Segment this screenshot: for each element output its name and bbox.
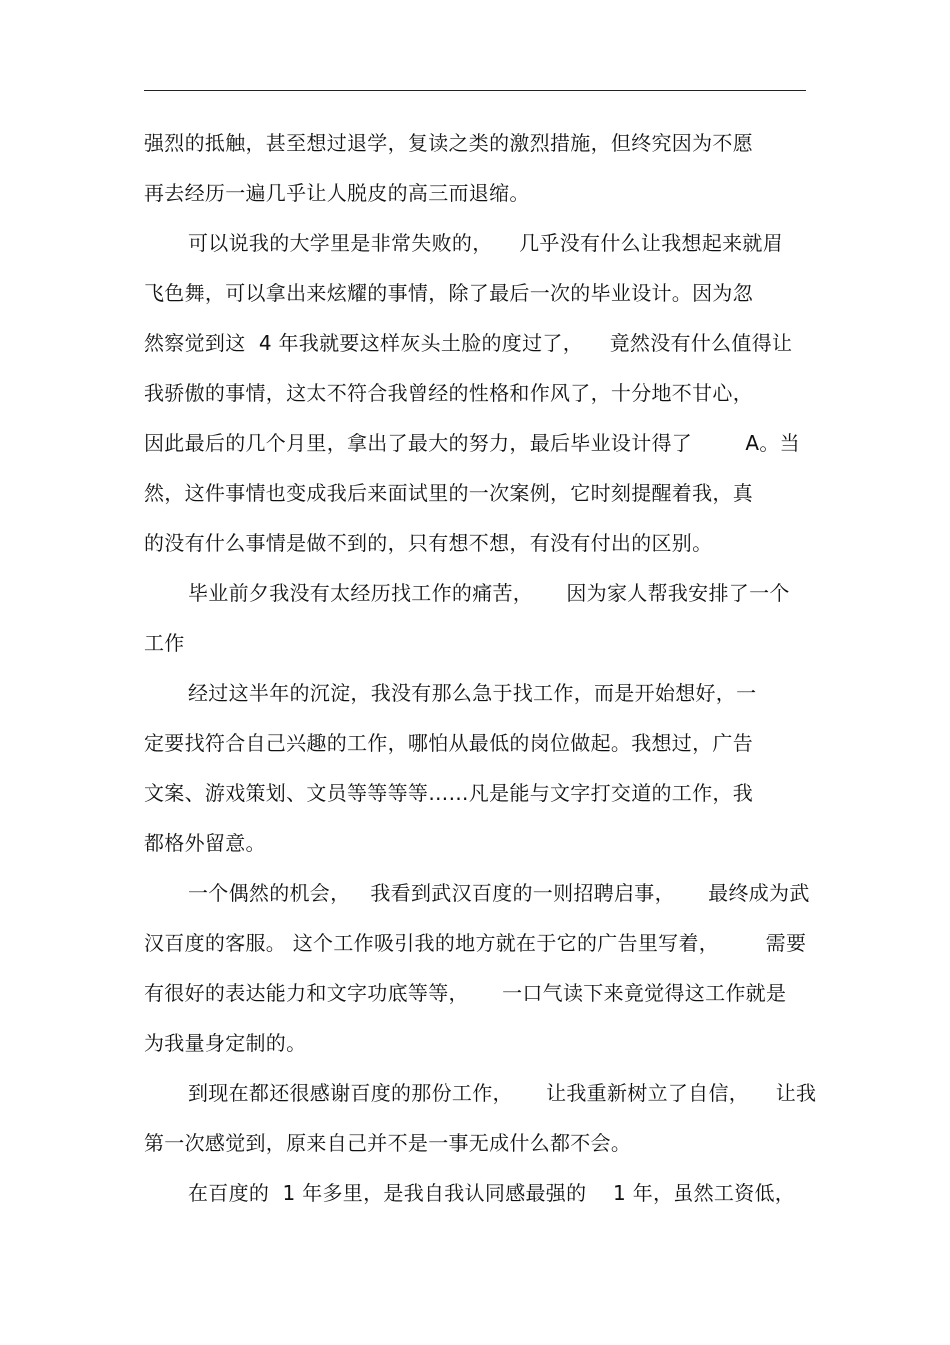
text-line: 文案、游戏策划、文员等等等等……凡是能与文字打交道的工作，我 [144, 781, 753, 805]
text-line: 第一次感觉到，原来自己并不是一事无成什么都不会。 [144, 1131, 632, 1155]
paragraph-first-line: 可以说我的大学里是非常失败的， 几乎没有什么让我想起来就眉 [188, 231, 784, 255]
paragraph-first-line: 经过这半年的沉淀，我没有那么急于找工作，而是开始想好，一 [188, 681, 757, 705]
paragraph-first-line: 一个偶然的机会， 我看到武汉百度的一则招聘启事， 最终成为武 [188, 881, 810, 905]
paragraph-first-line: 毕业前夕我没有太经历找工作的痛苦， 因为家人帮我安排了一个 [188, 581, 790, 605]
text-line: 然，这件事情也变成我后来面试里的一次案例，它时刻提醒着我，真 [144, 481, 753, 505]
text-line: 为我量身定制的。 [144, 1031, 307, 1055]
paragraph-first-line: 在百度的 1 年多里，是我自我认同感最强的 1 年，虽然工资低， [188, 1181, 796, 1205]
text-line: 再去经历一遍几乎让人脱皮的高三而退缩。 [144, 181, 530, 205]
text-line: 有很好的表达能力和文字功底等等， 一口气读下来竟觉得这工作就是 [144, 981, 787, 1005]
text-line: 汉百度的客服。 这个工作吸引我的地方就在于它的广告里写着， 需要 [144, 931, 807, 955]
text-line: 因此最后的几个月里，拿出了最大的努力，最后毕业设计得了 A。当 [144, 431, 800, 455]
text-line: 我骄傲的事情，这太不符合我曾经的性格和作风了，十分地不甘心， [144, 381, 753, 405]
text-line: 定要找符合自己兴趣的工作，哪怕从最低的岗位做起。我想过，广告 [144, 731, 753, 755]
text-line: 强烈的抵触，甚至想过退学，复读之类的激烈措施，但终究因为不愿 [144, 131, 753, 155]
text-line: 的没有什么事情是做不到的，只有想不想，有没有付出的区别。 [144, 531, 713, 555]
paragraph-first-line: 到现在都还很感谢百度的那份工作， 让我重新树立了自信， 让我 [188, 1081, 817, 1105]
text-line: 飞色舞，可以拿出来炫耀的事情，除了最后一次的毕业设计。因为忽 [144, 281, 753, 305]
text-line: 都格外留意。 [144, 831, 266, 855]
header-rule [144, 90, 806, 91]
text-line: 工作 [144, 631, 185, 655]
text-line: 然察觉到这 4 年我就要这样灰头土脸的度过了， 竟然没有什么值得让 [144, 331, 793, 355]
